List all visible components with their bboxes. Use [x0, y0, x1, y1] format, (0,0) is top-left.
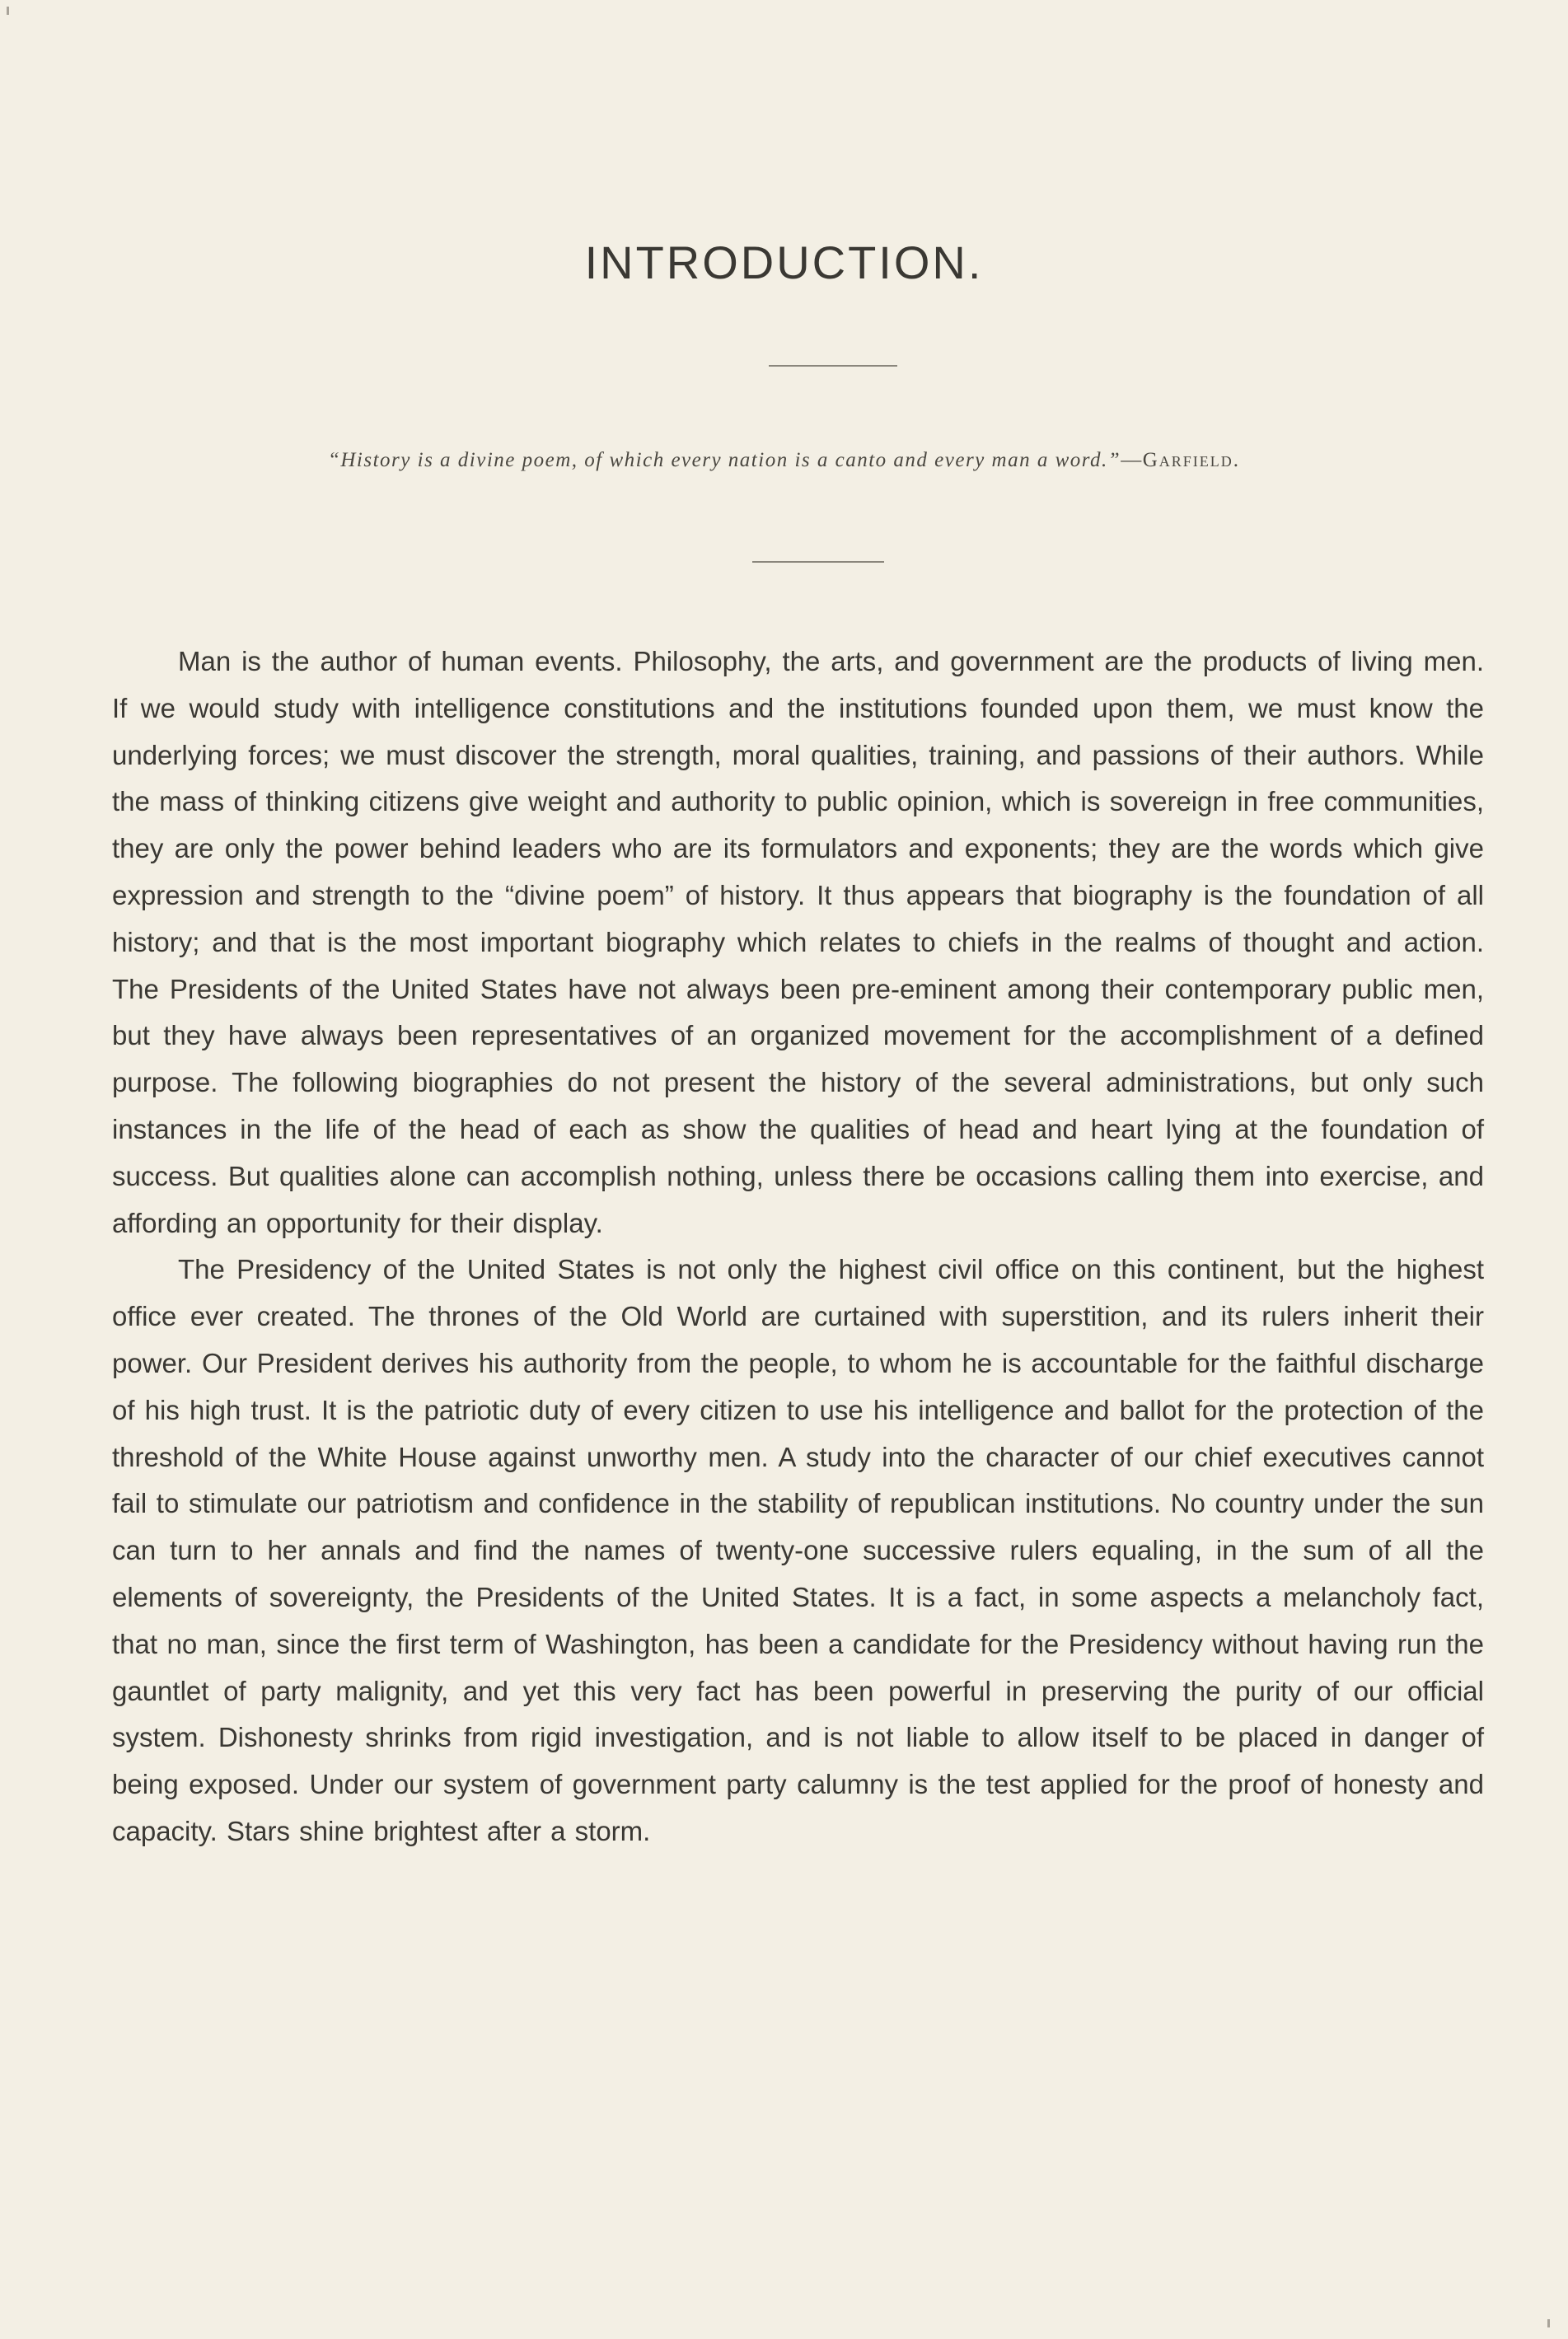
title-divider	[769, 365, 897, 367]
introduction-body	[112, 639, 1484, 1855]
paragraph-2: The Presidency of the United States is not only the highest civil office on this continent, but the highest office ever created. The thrones of the Old World are curtained with superstition, and its rulers inherit their power. Our President derives his authority from the people, to whom he is accountable for the faithful discharge of his high trust. It is the patriotic duty of every citizen to use his intelligence and ballot for the protection of the threshold of the White House against unworthy men. A study into the character of our chief executives cannot fail to stimulate our patriotism and confidence in the stability of republican institutions. No country under the sun can turn to her annals and find the names of twenty-one successive rulers equaling, in the sum of all the elements of sovereignty, the Presidents of the United States. It is a fact, in some aspects a melancholy fact, that no man, since the first term of Washington, has been a candidate for the Presidency without having run the gauntlet of party malignity, and yet this very fact has been powerful in preserving the purity of our official system. Dishonesty shrinks from rigid investigation, and is not liable to allow itself to be placed in danger of being exposed. Under our system of government party calumny is the test applied for the proof of honesty and capacity. Stars shine brightest after a storm.	[112, 1254, 1484, 1846]
paragraph-1: Man is the author of human events. Philosophy, the arts, and government are the products of living men. If we would study with intelligence constitutions and the institutions founded upon them, we must know the underlying forces; we must discover the strength, moral qualities, training, and passions of their authors. While the mass of thinking citizens give weight and authority to public opinion, which is sovereign in free communities, they are only the power behind leaders who are its formulators and exponents; they are the words which give expression and strength to the “divine poem” of history. It thus appears that biography is the foundation of all history; and that is the most important biography which relates to chiefs in the realms of thought and action. The Presidents of the United States have not always been pre-eminent among their contemporary public men, but they have always been representatives of an organized movement for the accomplishment of a defined purpose. The following biographies do not present the history of the several administrations, but only such instances in the life of the head of each as show the qualities of head and heart lying at the foundation of success. But qualities alone can accomplish nothing, unless there be occasions calling them into exercise, and affording an opportunity for their display.	[112, 646, 1484, 1238]
epigraph-attribution: Garfield.	[1142, 449, 1241, 471]
epigraph-dash: —	[1121, 449, 1143, 471]
epigraph-quote: “History is a divine poem, of which every nation is a canto and every man a word.”	[327, 449, 1121, 471]
epigraph	[0, 449, 1568, 472]
page-title: INTRODUCTION.	[584, 236, 984, 288]
epigraph-divider	[752, 561, 884, 563]
page-speck-bottom-right	[1547, 2319, 1550, 2327]
page-speck-top-left	[7, 7, 9, 15]
